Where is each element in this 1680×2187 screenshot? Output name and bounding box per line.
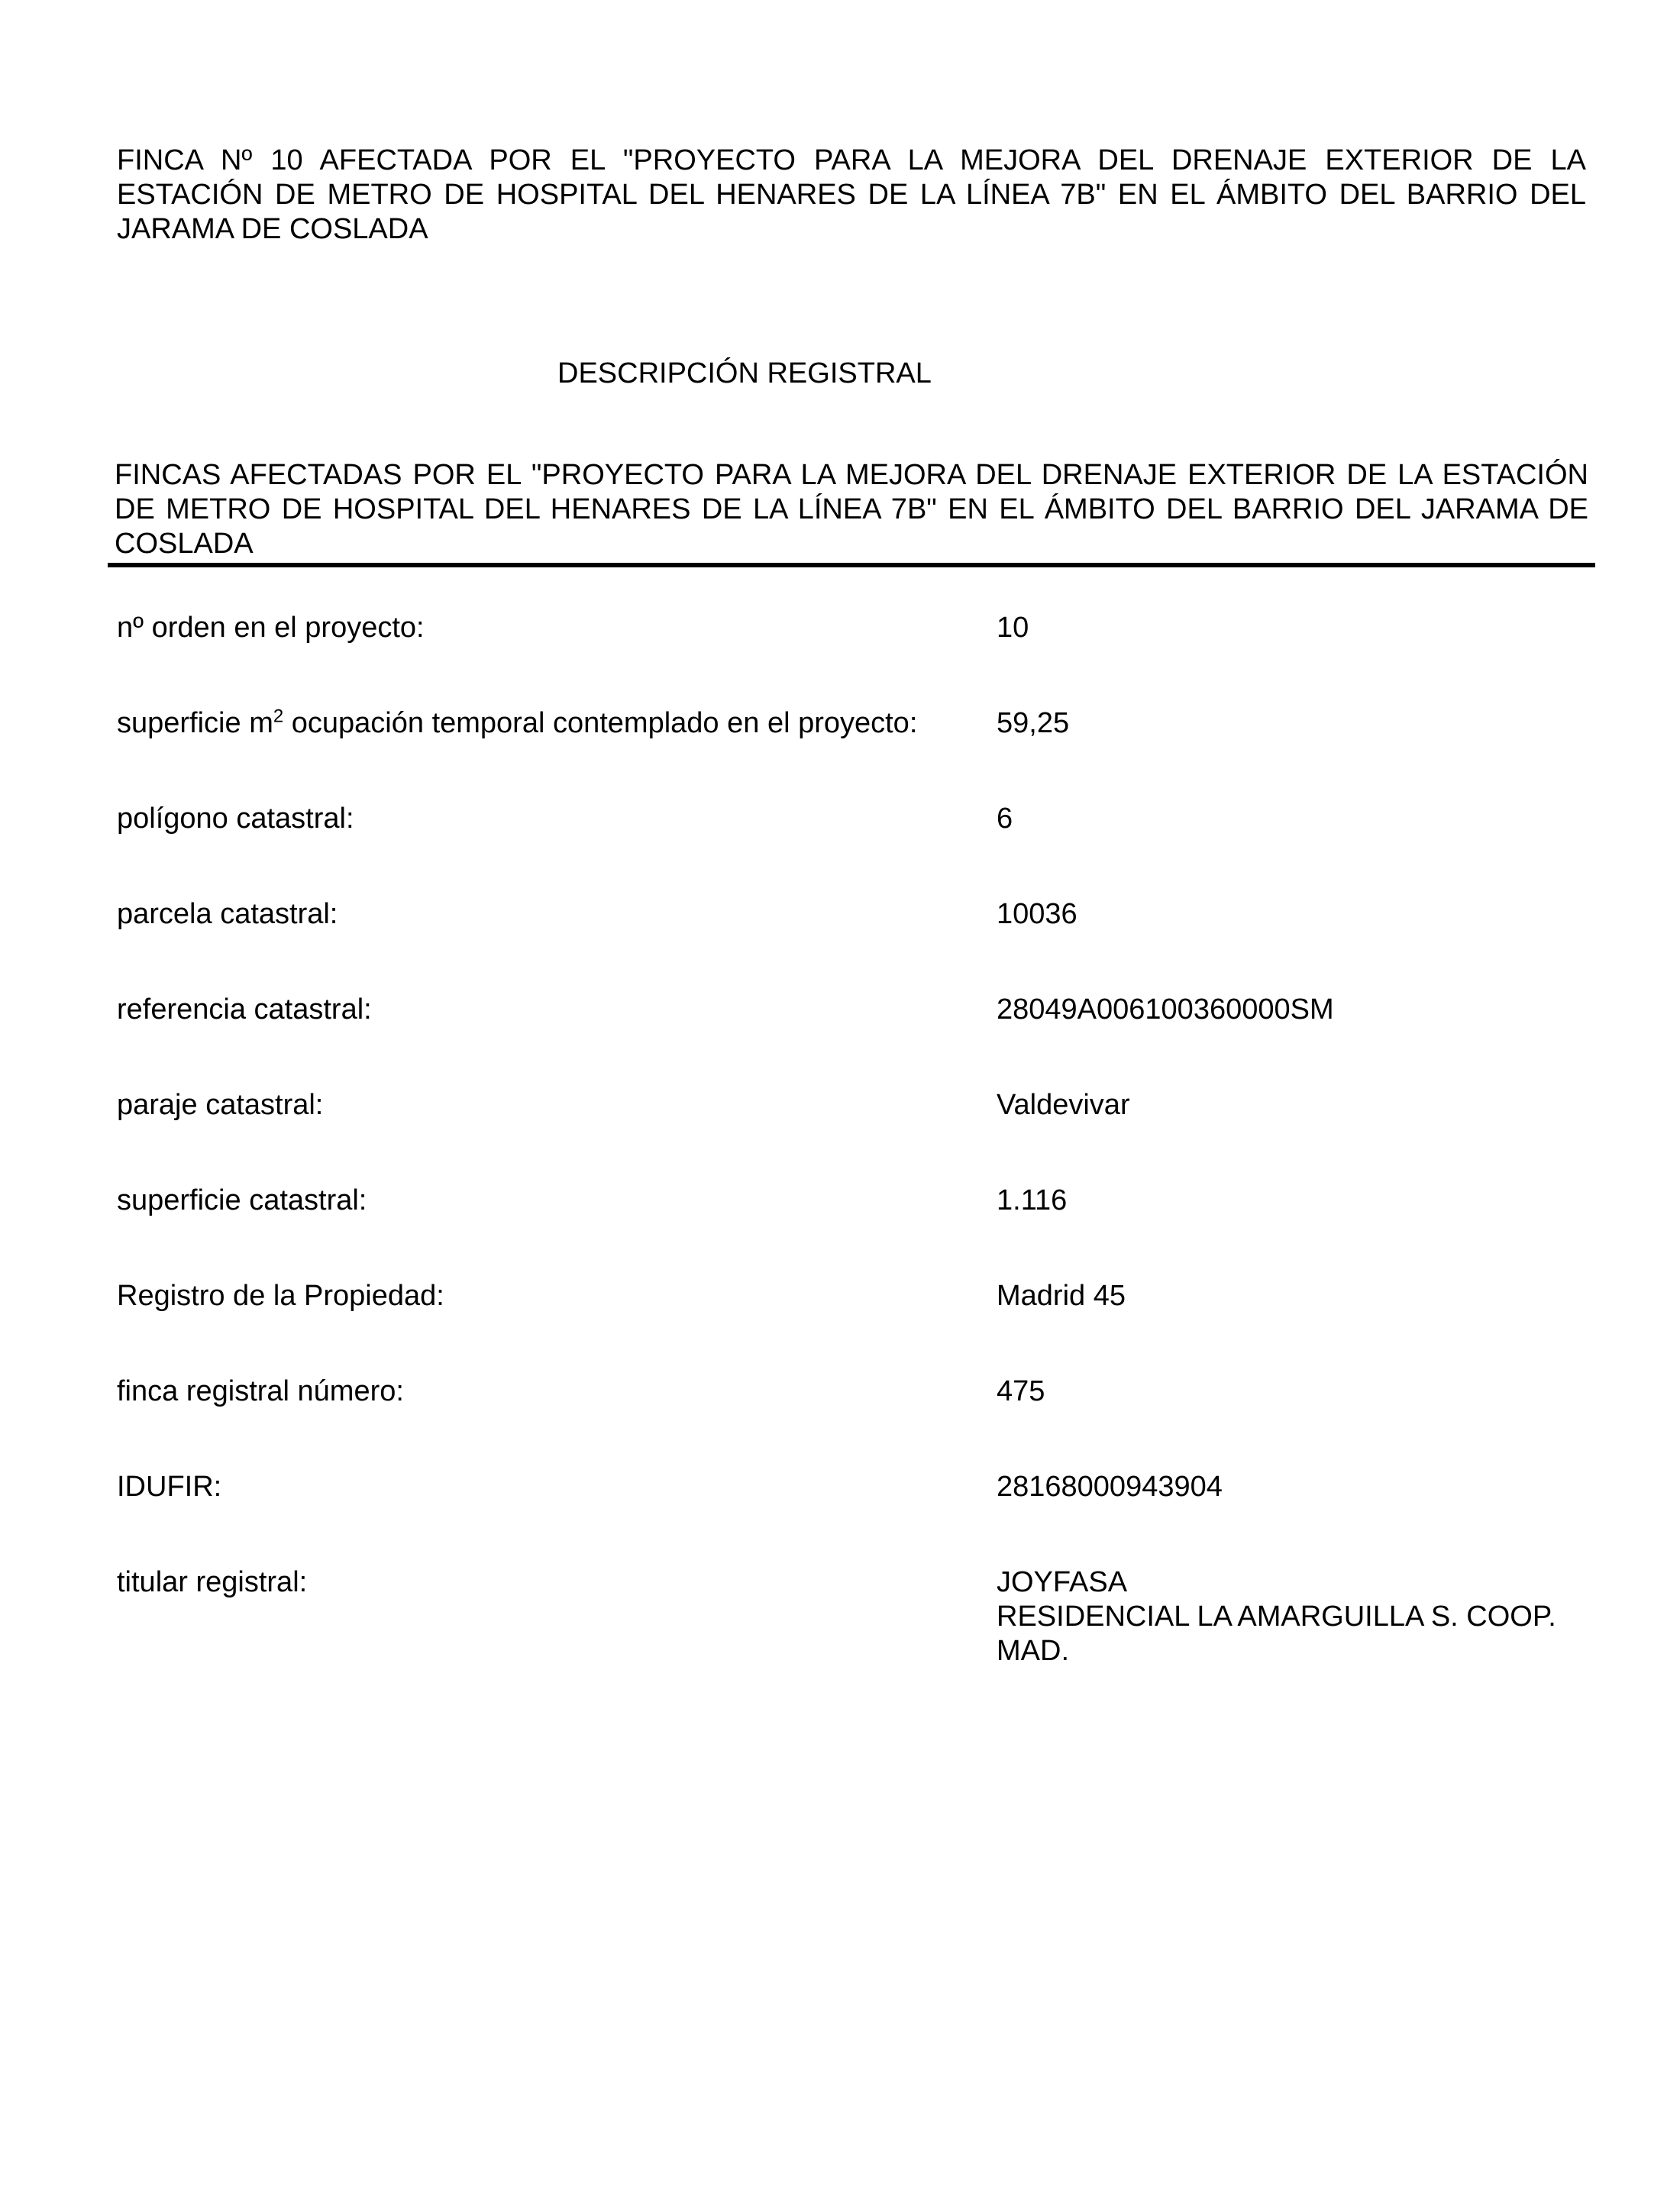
field-label-text: superficie m: [117, 707, 273, 739]
field-value-line-2: RESIDENCIAL LA AMARGUILLA S. COOP.: [997, 1601, 1556, 1633]
field-label: nº orden en el proyecto:: [117, 612, 425, 644]
section-header: [108, 458, 1595, 567]
field-row-referencia: [117, 993, 1586, 1027]
field-value-line-1: JOYFASA: [997, 1566, 1128, 1598]
field-row-idufir: [117, 1470, 1586, 1504]
field-value: 59,25: [997, 707, 1070, 739]
field-value: Valdevivar: [997, 1089, 1130, 1121]
field-row-parcela: [117, 897, 1586, 932]
field-row-superficie-catastral: [117, 1184, 1586, 1218]
field-label-text: ocupación temporal contemplado en el proyecto:: [283, 707, 918, 739]
field-value: 10036: [997, 898, 1077, 930]
field-value: 10: [997, 612, 1029, 644]
field-value: 6: [997, 803, 1013, 835]
field-value: [997, 1565, 1556, 1669]
document-title-line-2: ESTACIÓN DE METRO DE HOSPITAL DEL HENARES DE LA LÍNEA 7B" EN EL ÁMBITO DEL BARRIO DEL: [117, 179, 1586, 211]
field-label: parcela catastral:: [117, 898, 338, 930]
section-header-line-1: FINCAS AFECTADAS POR EL "PROYECTO PARA LA MEJORA DEL DRENAJE EXTERIOR DE LA ESTACIÓN: [115, 459, 1588, 491]
document-title-line-3: JARAMA DE COSLADA: [117, 213, 428, 245]
field-label: superficie catastral:: [117, 1184, 367, 1216]
field-row-titular: [117, 1565, 1586, 1667]
field-label: [117, 706, 917, 741]
field-value-line-3: MAD.: [997, 1635, 1069, 1667]
field-label: titular registral:: [117, 1566, 308, 1598]
section-header-line-2: DE METRO DE HOSPITAL DEL HENARES DE LA LÍNEA 7B" EN EL ÁMBITO DEL BARRIO DEL JARAMA DE: [115, 493, 1588, 525]
field-value: 1.116: [997, 1184, 1068, 1216]
superscript-exponent: 2: [273, 706, 284, 727]
field-label: finca registral número:: [117, 1375, 404, 1407]
field-label: referencia catastral:: [117, 993, 372, 1026]
field-label: polígono catastral:: [117, 803, 354, 835]
field-label: Registro de la Propiedad:: [117, 1280, 444, 1312]
field-value: 28168000943904: [997, 1471, 1223, 1503]
document-title: [117, 144, 1586, 247]
field-label: IDUFIR:: [117, 1471, 222, 1503]
field-value: 475: [997, 1375, 1045, 1407]
section-header-line-3: COSLADA: [115, 528, 254, 560]
field-label: paraje catastral:: [117, 1089, 324, 1121]
field-value: 28049A006100360000SM: [997, 993, 1334, 1026]
document-subtitle: DESCRIPCIÓN REGISTRAL: [557, 357, 932, 389]
field-row-orden: [117, 611, 1586, 645]
document-title-line-1: FINCA Nº 10 AFECTADA POR EL "PROYECTO PARA LA MEJORA DEL DRENAJE EXTERIOR DE LA: [117, 144, 1586, 176]
field-row-poligono: [117, 802, 1586, 836]
field-row-registro: [117, 1279, 1586, 1313]
field-row-paraje: [117, 1088, 1586, 1123]
field-value: Madrid 45: [997, 1280, 1126, 1312]
field-row-superficie-ocupacion: [117, 706, 1586, 741]
field-row-finca-registral: [117, 1375, 1586, 1409]
